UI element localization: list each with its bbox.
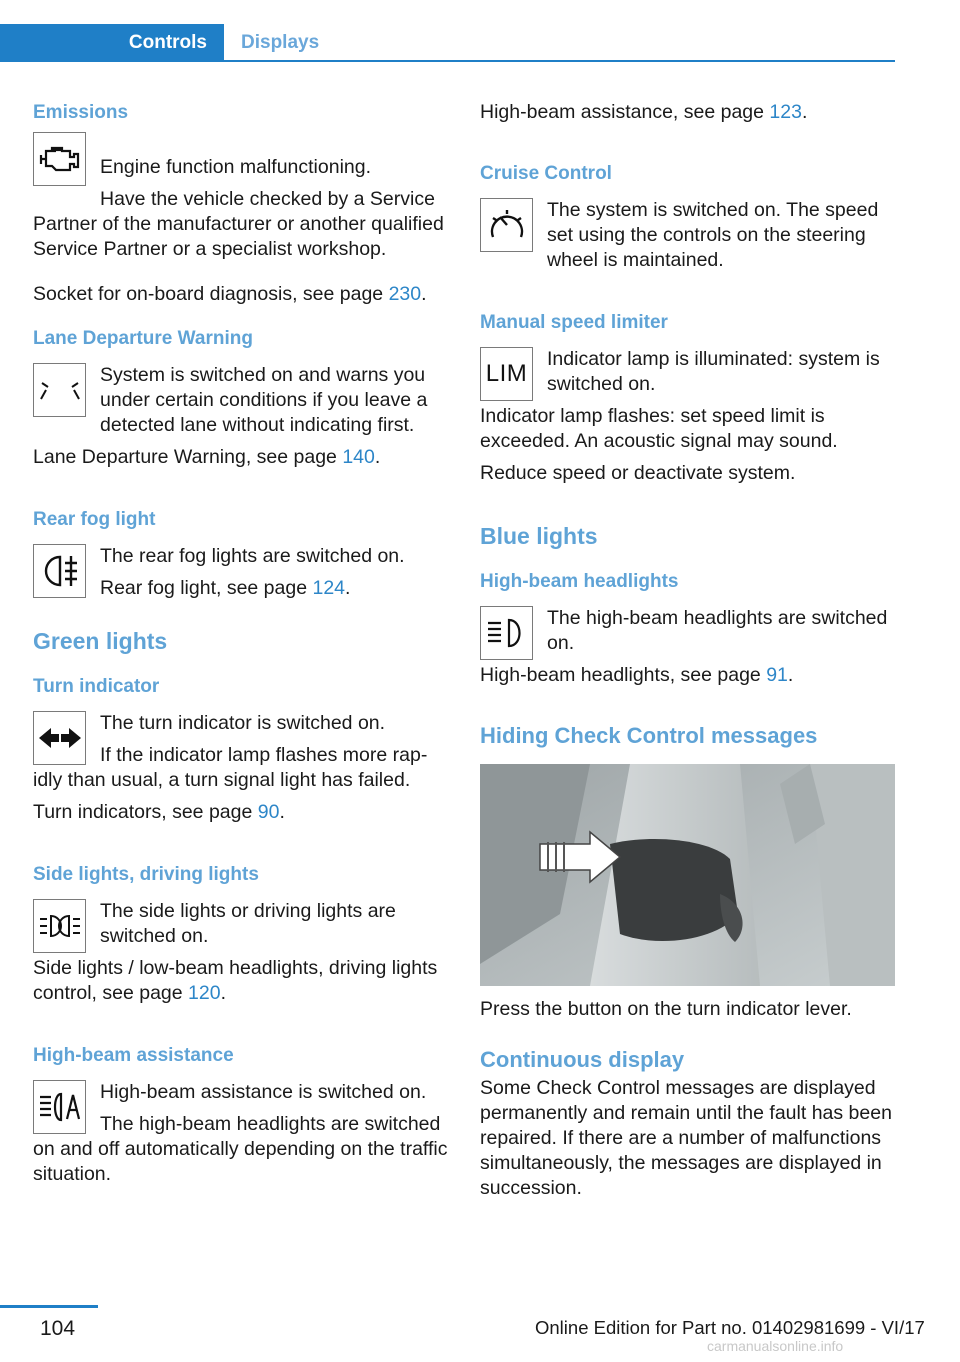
high-beam-text: The high-beam headlights are switched on. [547, 607, 888, 654]
lane-departure-reference [33, 445, 448, 470]
hiding-messages-heading: Hiding Check Control messages [480, 723, 818, 748]
obd-ref-period: . [421, 283, 427, 305]
turn-indicator-reference [33, 800, 448, 825]
fog-ref-text: Rear fog light, see page [100, 577, 313, 599]
high-beam-assist-heading: High-beam assistance [33, 1045, 234, 1066]
high-beam-assist-reference [480, 100, 895, 125]
footer-rule [0, 1305, 98, 1308]
turn-indicator-text-2: If the indicator lamp flashes more rapidly than usual, a turn signal light has failed. [33, 744, 428, 791]
turn-page-link[interactable]: 90 [257, 801, 280, 823]
fog-page-link[interactable]: 124 [312, 577, 346, 599]
cruise-control-text: The system is switched on. The speed set using the controls on the steering wheel is maintained. [547, 199, 879, 271]
lane-departure-icon [33, 363, 86, 417]
lane-departure-text: System is switched on and warns you under certain conditions if you leave a detected lane without indicating first. [100, 364, 428, 436]
continuous-display-section [480, 1046, 895, 1201]
emissions-text-1: Engine function malfunctioning. [100, 156, 372, 178]
rear-fog-light-icon [33, 544, 86, 598]
emissions-text-2: Have the vehicle checked by a Service Partner of the manufacturer or another qualified Service Partner or a specialist workshop. [33, 188, 444, 260]
tab-underline [0, 60, 895, 62]
high-beam-icon [480, 606, 533, 660]
hiding-messages-text: Press the button on the turn indicator lever. [480, 998, 852, 1020]
side-lights-text: The side lights or driving lights are switched on. [100, 900, 396, 947]
blue-lights-heading: Blue lights [480, 523, 598, 549]
turn-indicator-text-1: The turn indicator is switched on. [100, 712, 386, 734]
continuous-display-text: Some Check Control messages are displayed permanently and remain until the fault has been repaired. If there are a number of malfunctions simultaneously, the messages are displayed in succession. [480, 1077, 892, 1199]
site-watermark: carmanualsonline.info [707, 1338, 844, 1354]
rear-fog-section [33, 507, 448, 601]
side-lights-heading: Side lights, driving lights [33, 864, 259, 885]
tab-displays[interactable]: Displays [241, 31, 320, 53]
hba-page-link[interactable]: 123 [769, 101, 802, 123]
left-column [33, 100, 448, 1187]
tab-controls[interactable]: Controls [0, 24, 224, 61]
high-beam-heading: High-beam headlights [480, 571, 679, 592]
side-lights-icon [33, 899, 86, 953]
turn-indicator-heading: Turn indicator [33, 676, 160, 697]
high-beam-section [480, 569, 895, 688]
rear-fog-text: The rear fog lights are switched on. [100, 545, 405, 567]
emissions-heading: Emissions [33, 102, 129, 123]
lane-ref-period: . [374, 446, 381, 468]
speed-limiter-icon [480, 347, 533, 401]
limiter-icon-text: LIM [485, 360, 528, 387]
rear-fog-reference [33, 576, 448, 601]
speed-limiter-text-1: Indicator lamp is illuminated: system is switched on. [547, 348, 880, 395]
obd-page-link[interactable]: 230 [388, 283, 422, 305]
turn-indicator-icon [33, 711, 86, 765]
high-beam-assist-section [33, 1043, 448, 1187]
header-tabs [0, 24, 895, 61]
emissions-section [33, 100, 448, 307]
lane-ref-text: Lane Departure Warning, see page [33, 446, 343, 468]
continuous-display-heading: Continuous display [480, 1047, 685, 1072]
turn-indicator-lever-image [480, 764, 895, 986]
lane-departure-heading: Lane Departure Warning [33, 328, 253, 349]
lane-page-link[interactable]: 140 [342, 446, 375, 468]
speed-limiter-text-2: Indicator lamp flashes: set speed limit is exceeded. An acoustic signal may sound. [480, 405, 838, 452]
green-lights-heading: Green lights [33, 628, 168, 654]
side-ref-period: . [220, 982, 226, 1004]
high-beam-assist-text-2: The high-beam headlights are switched on and off automatically depending on the traffic situation. [33, 1113, 448, 1185]
side-page-link[interactable]: 120 [188, 982, 221, 1004]
turn-ref-period: . [279, 801, 285, 823]
highbeam-page-link[interactable]: 91 [766, 664, 788, 686]
lane-departure-section [33, 326, 448, 470]
speed-limiter-text-3: Reduce speed or deactivate system. [480, 462, 796, 484]
turn-indicator-section [33, 674, 448, 825]
side-lights-reference [33, 956, 448, 1006]
rear-fog-heading: Rear fog light [33, 509, 156, 530]
fog-ref-period: . [345, 577, 351, 599]
obd-ref-text: Socket for on-board diagnosis, see page [33, 283, 389, 305]
side-ref-text: Side lights / low-beam headlights, driving lights control, see page [33, 957, 438, 1004]
page-number: 104 [40, 1317, 76, 1340]
speed-limiter-section [480, 310, 895, 486]
highbeam-ref-period: . [787, 664, 794, 686]
speed-limiter-heading: Manual speed limiter [480, 312, 668, 333]
high-beam-reference [480, 663, 895, 688]
hba-ref-period: . [801, 101, 808, 123]
cruise-control-section [480, 161, 895, 273]
turn-ref-text: Turn indicators, see page [33, 801, 258, 823]
high-beam-assist-text-1: High-beam assistance is switched on. [100, 1081, 427, 1103]
high-beam-assist-icon [33, 1080, 86, 1134]
hba-ref-text: High-beam assistance, see page [480, 101, 770, 123]
side-lights-section [33, 862, 448, 1006]
edition-note: Online Edition for Part no. 01402981699 - VI/17 [535, 1317, 925, 1338]
cruise-control-heading: Cruise Control [480, 163, 612, 184]
cruise-control-icon [480, 198, 533, 252]
highbeam-ref-text: High-beam headlights, see page [480, 664, 767, 686]
emissions-obd-reference [33, 282, 448, 307]
right-column [480, 100, 895, 1201]
engine-check-icon [33, 132, 86, 186]
